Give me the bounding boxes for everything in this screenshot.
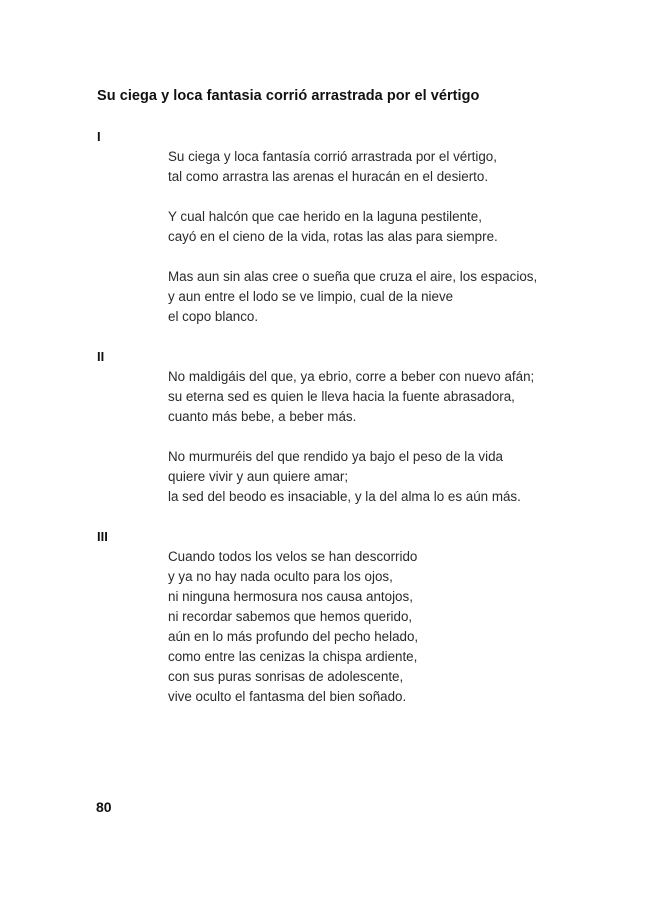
verse-line: como entre las cenizas la chispa ardiente,	[168, 649, 418, 664]
stanza-3-1	[168, 547, 418, 707]
verse-line: cayó en el cieno de la vida, rotas las alas para siempre.	[168, 229, 498, 244]
verse-line: y aun entre el lodo se ve limpio, cual de la nieve	[168, 289, 454, 304]
verse-line: y ya no hay nada oculto para los ojos,	[168, 569, 393, 584]
verse-line: el copo blanco.	[168, 309, 259, 324]
verse-line: quiere vivir y aun quiere amar;	[168, 469, 349, 484]
stanza-2-1	[168, 367, 534, 427]
verse-line: con sus puras sonrisas de adolescente,	[168, 669, 404, 684]
verse-line: Y cual halcón que cae herido en la laguna pestilente,	[168, 209, 482, 224]
verse-line: ni recordar sabemos que hemos querido,	[168, 609, 413, 624]
poem-title: Su ciega y loca fantasia corrió arrastrada por el vértigo	[97, 88, 480, 104]
section-numeral-2: II	[97, 349, 105, 364]
verse-line: ni ninguna hermosura nos causa antojos,	[168, 589, 413, 604]
stanza-1-1	[168, 147, 497, 187]
verse-line: Su ciega y loca fantasía corrió arrastrada por el vértigo,	[168, 149, 497, 164]
stanza-1-3	[168, 267, 537, 327]
verse-line: aún en lo más profundo del pecho helado,	[168, 629, 419, 644]
stanza-1-2	[168, 207, 498, 247]
verse-line: Cuando todos los velos se han descorrido	[168, 549, 418, 564]
verse-line: Mas aun sin alas cree o sueña que cruza el aire, los espacios,	[168, 269, 538, 284]
verse-line: vive oculto el fantasma del bien soñado.	[168, 689, 407, 704]
page-number: 80	[96, 799, 112, 815]
section-numeral-3: III	[97, 529, 108, 544]
verse-line: No murmuréis del que rendido ya bajo el peso de la vida	[168, 449, 503, 464]
section-numeral-1: I	[97, 129, 101, 144]
verse-line: su eterna sed es quien le lleva hacia la fuente abrasadora,	[168, 389, 515, 404]
verse-line: la sed del beodo es insaciable, y la del alma lo es aún más.	[168, 489, 521, 504]
stanza-2-2	[168, 447, 521, 507]
verse-line: tal como arrastra las arenas el huracán en el desierto.	[168, 169, 489, 184]
verse-line: cuanto más bebe, a beber más.	[168, 409, 357, 424]
verse-line: No maldigáis del que, ya ebrio, corre a beber con nuevo afán;	[168, 369, 535, 384]
